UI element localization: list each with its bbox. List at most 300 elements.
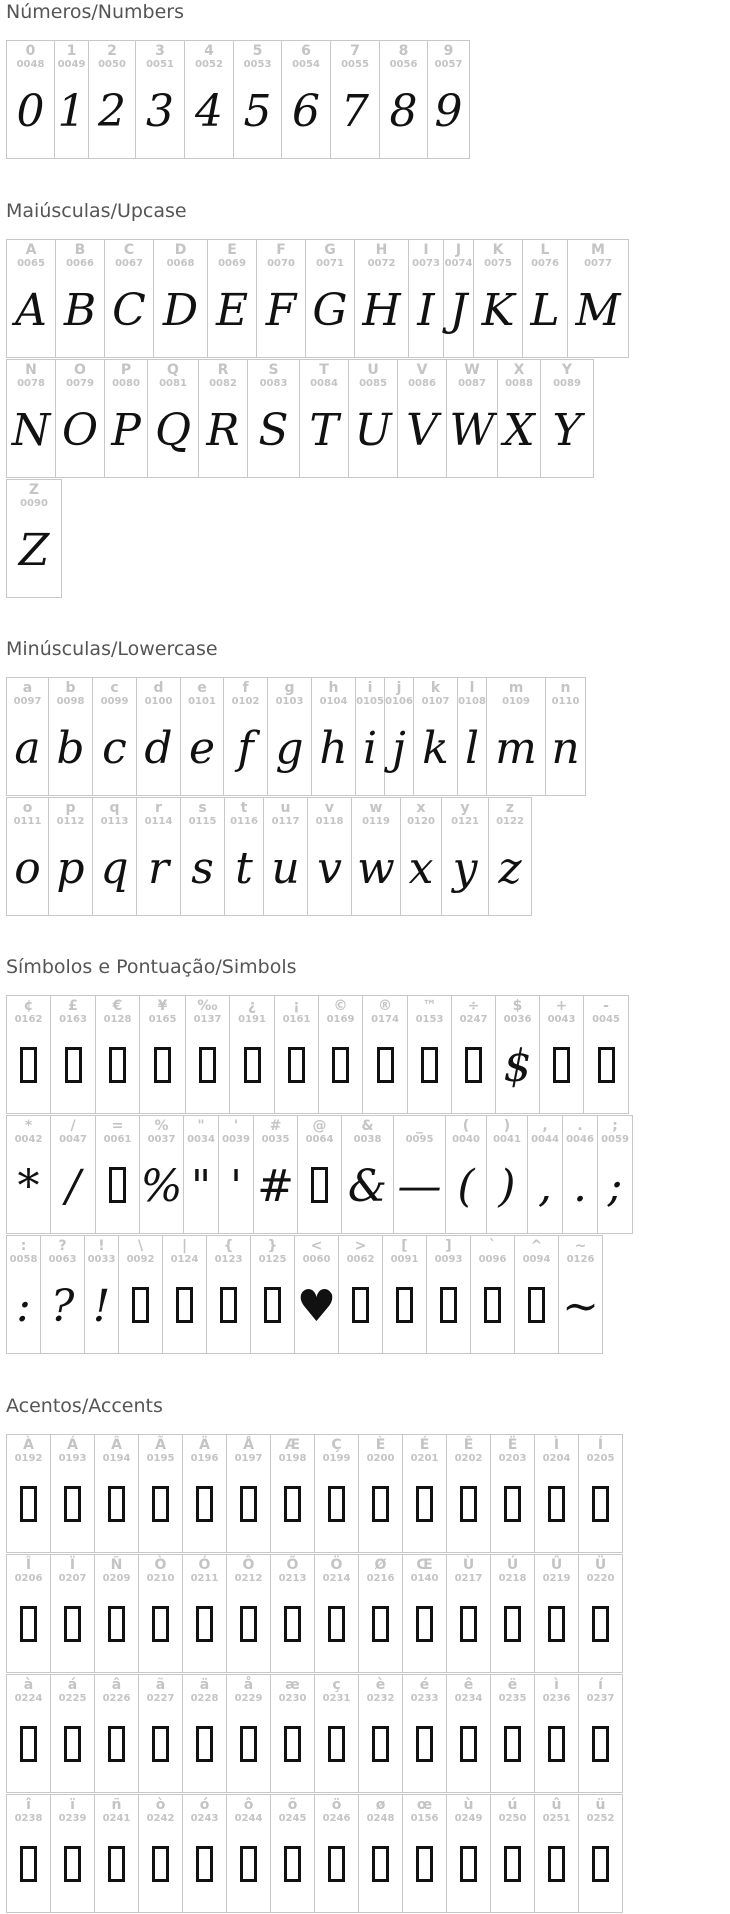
missing-glyph-box <box>20 1465 37 1552</box>
glyph-sample: a <box>14 722 41 774</box>
character-code: 0213 <box>278 1573 307 1584</box>
section-3 <box>6 955 632 1355</box>
notdef-box-icon <box>548 1726 565 1762</box>
character-label: ¢ <box>23 998 34 1014</box>
glyph-cell <box>299 359 349 478</box>
character-label: ê <box>463 1677 474 1693</box>
glyph-cell <box>445 1115 487 1234</box>
glyph-row <box>6 239 628 359</box>
missing-glyph-box <box>132 1266 149 1353</box>
notdef-box-icon <box>108 1486 125 1522</box>
glyph-sample: J <box>449 284 468 336</box>
character-label: Ë <box>507 1437 518 1453</box>
character-label: Ñ <box>110 1557 123 1573</box>
character-label: ™ <box>422 998 437 1014</box>
notdef-box-icon <box>244 1047 261 1083</box>
notdef-box-icon <box>484 1287 501 1323</box>
glyph-sample: Y <box>552 404 582 456</box>
character-label: E <box>227 242 237 258</box>
character-code: 0125 <box>258 1254 287 1265</box>
glyph-sample: n <box>551 722 580 774</box>
glyph-cell <box>441 797 489 916</box>
missing-glyph-box <box>64 1705 81 1792</box>
notdef-box-icon <box>328 1846 345 1882</box>
notdef-box-icon <box>396 1287 413 1323</box>
character-code: 0065 <box>17 258 45 269</box>
glyph-cell <box>6 1674 51 1793</box>
character-label: î <box>26 1797 31 1813</box>
glyph-cell <box>270 1794 315 1913</box>
character-label: x <box>416 800 426 816</box>
notdef-box-icon <box>328 1606 345 1642</box>
notdef-box-icon <box>240 1606 257 1642</box>
character-label: ç <box>332 1677 341 1693</box>
notdef-box-icon <box>548 1606 565 1642</box>
glyph-cell <box>318 995 363 1114</box>
character-label: S <box>268 362 279 378</box>
character-label: Â <box>111 1437 122 1453</box>
missing-glyph-box <box>64 1825 81 1912</box>
character-label: " <box>197 1118 205 1134</box>
missing-glyph-box <box>592 1465 609 1552</box>
glyph-cell <box>218 1115 254 1234</box>
character-code: 0046 <box>566 1134 594 1145</box>
notdef-box-icon <box>460 1606 477 1642</box>
missing-glyph-box <box>352 1266 369 1353</box>
glyph-cell <box>314 1554 359 1673</box>
character-label: $ <box>512 998 523 1014</box>
character-label: j <box>396 680 402 696</box>
glyph-cell <box>138 1674 183 1793</box>
missing-glyph-box <box>152 1825 169 1912</box>
character-code: 0074 <box>444 258 473 269</box>
character-code: 0050 <box>98 59 126 70</box>
character-label: Ô <box>242 1557 255 1573</box>
notdef-box-icon <box>460 1726 477 1762</box>
glyph-sample: 3 <box>146 85 174 137</box>
character-label: ë <box>507 1677 518 1693</box>
glyph-cell <box>443 239 474 358</box>
glyph-row <box>6 1554 622 1674</box>
glyph-sample: ~ <box>562 1280 599 1332</box>
glyph-cell <box>314 1674 359 1793</box>
character-code: 0102 <box>231 696 260 707</box>
glyph-row <box>6 1115 632 1235</box>
character-code: 0245 <box>278 1813 307 1824</box>
glyph-cell <box>330 40 380 159</box>
character-code: 0200 <box>366 1453 395 1464</box>
missing-glyph-box <box>220 1266 237 1353</box>
glyph-cell <box>223 677 268 796</box>
character-code: 0039 <box>222 1134 250 1145</box>
missing-glyph-box <box>65 1026 82 1113</box>
glyph-sample: H <box>362 284 401 336</box>
glyph-cell <box>402 1434 447 1553</box>
missing-glyph-box <box>553 1026 570 1113</box>
notdef-box-icon <box>108 1726 125 1762</box>
character-label: È <box>375 1437 386 1453</box>
glyph-grid <box>6 239 628 599</box>
notdef-box-icon <box>352 1287 369 1323</box>
glyph-cell <box>92 797 137 916</box>
glyph-cell <box>567 239 629 358</box>
character-label: Z <box>28 482 40 498</box>
missing-glyph-box <box>328 1585 345 1672</box>
glyph-row <box>6 1794 622 1914</box>
notdef-box-icon <box>598 1047 615 1083</box>
glyph-sample: V <box>406 404 438 456</box>
glyph-cell <box>95 1115 140 1234</box>
glyph-cell <box>578 1434 623 1553</box>
missing-glyph-box <box>196 1585 213 1672</box>
character-code: 0169 <box>326 1014 355 1025</box>
character-label: 0 <box>25 43 36 59</box>
glyph-cell <box>446 359 498 478</box>
missing-glyph-box <box>528 1266 545 1353</box>
glyph-sample: U <box>354 404 392 456</box>
notdef-box-icon <box>440 1287 457 1323</box>
character-code: 0040 <box>452 1134 480 1145</box>
notdef-box-icon <box>416 1726 433 1762</box>
missing-glyph-box <box>416 1465 433 1552</box>
character-code: 0227 <box>146 1693 175 1704</box>
notdef-box-icon <box>20 1726 37 1762</box>
missing-glyph-box <box>416 1705 433 1792</box>
character-code: 0042 <box>14 1134 43 1145</box>
missing-glyph-box <box>284 1825 301 1912</box>
missing-glyph-box <box>328 1825 345 1912</box>
glyph-cell <box>135 40 185 159</box>
missing-glyph-box <box>328 1465 345 1552</box>
glyph-sample: 7 <box>341 85 369 137</box>
glyph-sample: ) <box>498 1160 516 1212</box>
glyph-cell <box>457 677 487 796</box>
character-label: u <box>280 800 291 816</box>
glyph-cell <box>6 479 62 598</box>
glyph-cell <box>358 1434 403 1553</box>
character-label: Ü <box>594 1557 607 1573</box>
character-code: 0036 <box>503 1014 532 1025</box>
glyph-sample: 5 <box>243 85 272 137</box>
glyph-cell <box>407 995 452 1114</box>
missing-glyph-box <box>64 1585 81 1672</box>
glyph-cell <box>341 1115 394 1234</box>
glyph-cell <box>270 1674 315 1793</box>
glyph-cell <box>247 359 300 478</box>
character-label: è <box>375 1677 386 1693</box>
missing-glyph-box <box>152 1705 169 1792</box>
notdef-box-icon <box>504 1606 521 1642</box>
missing-glyph-box <box>421 1026 438 1113</box>
glyph-cell <box>311 677 356 796</box>
character-code: 0228 <box>190 1693 219 1704</box>
glyph-cell <box>307 797 352 916</box>
character-code: 0214 <box>322 1573 351 1584</box>
glyph-cell <box>50 1794 95 1913</box>
glyph-sample: w <box>357 842 395 894</box>
notdef-box-icon <box>372 1486 389 1522</box>
character-code: 0119 <box>362 816 390 827</box>
character-code: 0117 <box>271 816 300 827</box>
character-code: 0061 <box>103 1134 132 1145</box>
glyph-cell <box>305 239 355 358</box>
notdef-box-icon <box>460 1486 477 1522</box>
missing-glyph-box <box>240 1465 257 1552</box>
character-label: h <box>328 680 339 696</box>
character-code: 0203 <box>498 1453 527 1464</box>
character-code: 0202 <box>454 1453 483 1464</box>
glyph-cell <box>534 1794 579 1913</box>
character-code: 0077 <box>584 258 612 269</box>
missing-glyph-box <box>328 1705 345 1792</box>
character-label: , <box>542 1118 548 1134</box>
glyph-sample: i <box>362 722 378 774</box>
glyph-cell <box>50 1554 95 1673</box>
glyph-cell <box>50 995 96 1114</box>
glyph-cell <box>358 1794 403 1913</box>
character-label: ¡ <box>293 998 300 1014</box>
glyph-cell <box>229 995 275 1114</box>
character-label: Ú <box>506 1557 519 1573</box>
glyph-row <box>6 1235 632 1355</box>
notdef-box-icon <box>20 1846 37 1882</box>
glyph-sample: 4 <box>195 85 223 137</box>
character-code: 0205 <box>586 1453 615 1464</box>
character-code: 0246 <box>322 1813 351 1824</box>
glyph-cell <box>534 1674 579 1793</box>
character-code: 0053 <box>243 59 272 70</box>
character-label: s <box>198 800 207 816</box>
missing-glyph-box <box>152 1465 169 1552</box>
glyph-cell <box>6 677 49 796</box>
character-label: ` <box>489 1238 496 1254</box>
character-label: % <box>154 1118 169 1134</box>
character-code: 0090 <box>20 498 48 509</box>
character-label: 9 <box>443 43 454 59</box>
character-label: Ö <box>330 1557 343 1573</box>
character-code: 0162 <box>14 1014 43 1025</box>
glyph-row <box>6 1674 622 1794</box>
glyph-sample: g <box>275 722 304 774</box>
glyph-cell <box>400 797 442 916</box>
missing-glyph-box <box>199 1026 216 1113</box>
notdef-box-icon <box>152 1606 169 1642</box>
glyph-cell <box>233 40 282 159</box>
character-label: ú <box>507 1797 518 1813</box>
notdef-box-icon <box>460 1846 477 1882</box>
glyph-cell <box>256 239 306 358</box>
glyph-cell <box>250 1235 295 1354</box>
character-code: 0243 <box>190 1813 219 1824</box>
glyph-sample: S <box>258 404 289 456</box>
glyph-cell <box>6 1434 51 1553</box>
character-label: ¿ <box>247 998 257 1014</box>
glyph-sample: ' <box>229 1160 243 1212</box>
character-code: 0199 <box>322 1453 351 1464</box>
character-code: 0104 <box>319 696 348 707</box>
character-label: ? <box>58 1238 67 1254</box>
character-code: 0210 <box>146 1573 175 1584</box>
character-code: 0122 <box>496 816 524 827</box>
character-label: i <box>367 680 373 696</box>
character-code: 0196 <box>190 1453 219 1464</box>
character-label: H <box>375 242 388 258</box>
glyph-sample: ! <box>92 1280 111 1332</box>
character-label: Ò <box>154 1557 167 1573</box>
character-code: 0087 <box>458 378 486 389</box>
glyph-sample: h <box>319 722 348 774</box>
character-code: 0233 <box>410 1693 439 1704</box>
character-code: 0250 <box>498 1813 527 1824</box>
glyph-sample: — <box>397 1160 442 1212</box>
character-label: ; <box>612 1118 618 1134</box>
character-label: J <box>455 242 462 258</box>
character-code: 0047 <box>59 1134 87 1145</box>
character-label: : <box>20 1238 27 1254</box>
character-label: ! <box>98 1238 105 1254</box>
character-label: ~ <box>574 1238 587 1254</box>
character-code: 0195 <box>146 1453 175 1464</box>
character-label: ® <box>378 998 392 1014</box>
character-code: 0043 <box>547 1014 576 1025</box>
notdef-box-icon <box>548 1846 565 1882</box>
glyph-cell <box>384 677 414 796</box>
character-label: # <box>269 1118 282 1134</box>
glyph-cell <box>118 1235 163 1354</box>
glyph-sample: p <box>56 842 85 894</box>
glyph-sample: ; <box>607 1160 623 1212</box>
glyph-cell <box>40 1235 85 1354</box>
glyph-cell <box>402 1674 447 1793</box>
glyph-cell <box>534 1554 579 1673</box>
character-label: Æ <box>284 1437 301 1453</box>
notdef-box-icon <box>154 1047 171 1083</box>
notdef-box-icon <box>311 1167 328 1203</box>
glyph-cell <box>180 797 225 916</box>
notdef-box-icon <box>592 1606 609 1642</box>
glyph-sample: u <box>271 842 300 894</box>
glyph-sample: C <box>112 284 146 336</box>
character-label: M <box>591 242 605 258</box>
missing-glyph-box <box>288 1026 305 1113</box>
glyph-cell <box>104 359 148 478</box>
missing-glyph-box <box>592 1825 609 1912</box>
glyph-cell <box>486 1115 528 1234</box>
character-code: 0229 <box>234 1693 263 1704</box>
glyph-cell <box>402 1794 447 1913</box>
glyph-cell <box>224 797 264 916</box>
glyph-sample: P <box>111 404 141 456</box>
missing-glyph-box <box>196 1465 213 1552</box>
character-label: { <box>223 1238 234 1254</box>
glyph-cell <box>136 677 181 796</box>
section-title: Maiúsculas/Upcase <box>6 200 187 222</box>
character-label: m <box>508 680 524 696</box>
glyph-cell <box>162 1235 207 1354</box>
glyph-cell <box>6 359 56 478</box>
notdef-box-icon <box>372 1846 389 1882</box>
glyph-cell <box>138 1434 183 1553</box>
glyph-cell <box>534 1434 579 1553</box>
notdef-box-icon <box>416 1606 433 1642</box>
glyph-cell <box>6 797 49 916</box>
glyph-cell <box>55 359 105 478</box>
character-label: X <box>513 362 525 378</box>
glyph-sample: k <box>422 722 449 774</box>
character-code: 0079 <box>66 378 94 389</box>
character-label: ^ <box>530 1238 543 1254</box>
character-code: 0098 <box>56 696 85 707</box>
character-code: 0111 <box>13 816 42 827</box>
character-code: 0101 <box>188 696 216 707</box>
character-label: v <box>324 800 335 816</box>
character-label: @ <box>312 1118 327 1134</box>
missing-glyph-box <box>240 1705 257 1792</box>
character-code: 0086 <box>408 378 436 389</box>
character-label: n <box>560 680 571 696</box>
character-label: 8 <box>398 43 409 59</box>
section-title: Minúsculas/Lowercase <box>6 638 218 660</box>
character-code: 0128 <box>103 1014 132 1025</box>
glyph-cell <box>6 1235 41 1354</box>
glyph-cell <box>270 1554 315 1673</box>
glyph-cell <box>314 1794 359 1913</box>
glyph-cell <box>6 1115 51 1234</box>
glyph-cell <box>88 40 136 159</box>
character-label: Á <box>67 1437 78 1453</box>
character-code: 0163 <box>59 1014 87 1025</box>
notdef-box-icon <box>220 1287 237 1323</box>
glyph-cell <box>446 1434 491 1553</box>
glyph-cell <box>354 239 409 358</box>
character-label: Î <box>25 1557 32 1573</box>
glyph-cell <box>183 1115 219 1234</box>
missing-glyph-box <box>440 1266 457 1353</box>
character-code: 0037 <box>147 1134 176 1145</box>
character-label: c <box>110 680 119 696</box>
glyph-cell <box>50 1674 95 1793</box>
character-label: y <box>460 800 470 816</box>
notdef-box-icon <box>553 1047 570 1083</box>
glyph-cell <box>94 1434 139 1553</box>
character-label: Ç <box>331 1437 342 1453</box>
character-label: ö <box>331 1797 342 1813</box>
character-label: Ê <box>463 1437 474 1453</box>
character-label: k <box>430 680 441 696</box>
notdef-box-icon <box>592 1726 609 1762</box>
glyph-sample: m <box>495 722 537 774</box>
missing-glyph-box <box>20 1825 37 1912</box>
character-label: = <box>111 1118 124 1134</box>
glyph-sample: b <box>56 722 85 774</box>
character-code: 0106 <box>385 696 413 707</box>
character-code: 0153 <box>415 1014 444 1025</box>
character-code: 0198 <box>278 1453 307 1464</box>
character-label: ü <box>595 1797 606 1813</box>
character-code: 0095 <box>405 1134 434 1145</box>
character-label: q <box>109 800 120 816</box>
glyph-cell <box>94 1554 139 1673</box>
glyph-cell <box>54 40 89 159</box>
character-label: Œ <box>416 1557 433 1573</box>
glyph-cell <box>153 239 208 358</box>
glyph-sample: 6 <box>292 85 320 137</box>
missing-glyph-box <box>20 1705 37 1792</box>
character-label: g <box>284 680 295 696</box>
glyph-row <box>6 479 628 599</box>
character-label: \ <box>137 1238 144 1254</box>
character-code: 0161 <box>282 1014 311 1025</box>
